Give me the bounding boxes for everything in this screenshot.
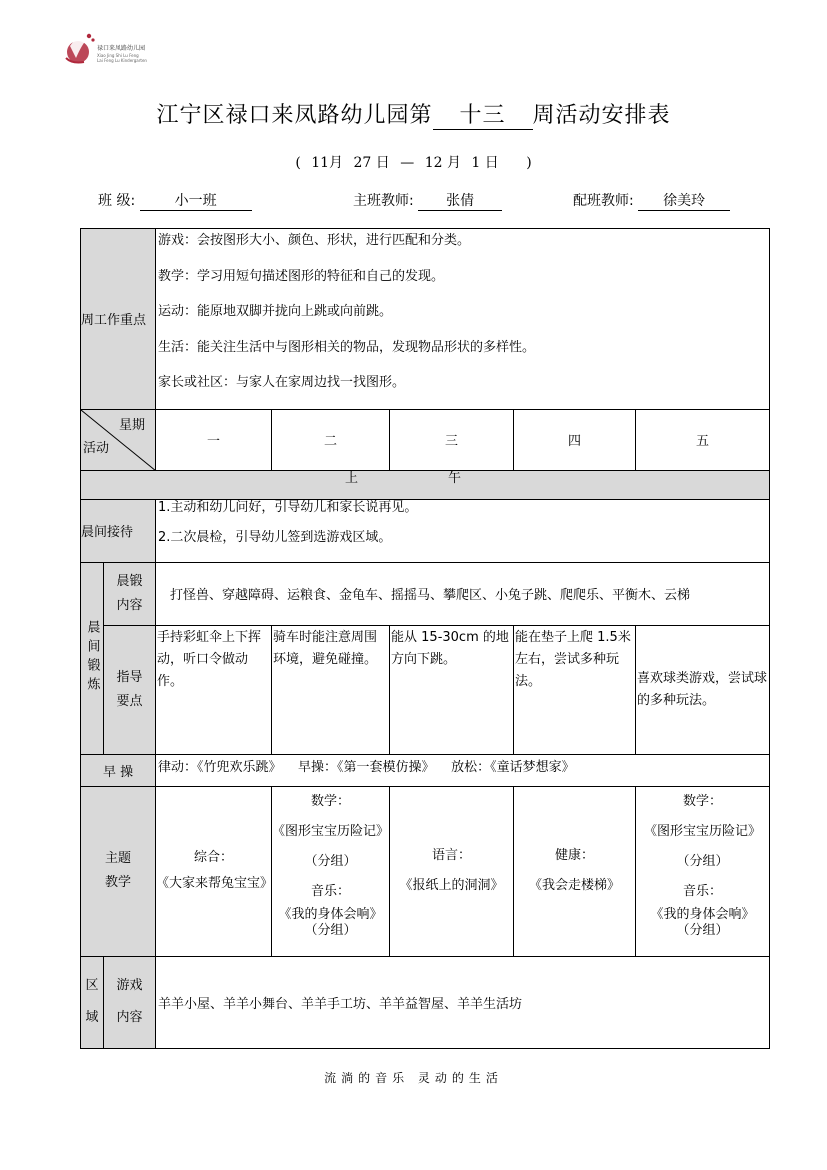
logo-text: 禄口来凤路幼儿园 (97, 45, 146, 52)
area-label: 区 域 (81, 956, 104, 1048)
theme-teaching-row (81, 786, 770, 956)
weekday-tue: 二 (272, 409, 390, 470)
focus-item: 运动：能原地双脚并拢向上跳或向前跳。 (158, 304, 393, 319)
head-teacher-info: 主班教师: 张倩 (353, 190, 502, 211)
weekday-mon: 一 (156, 409, 272, 470)
weekday-thu: 四 (514, 409, 636, 470)
head-teacher-value: 张倩 (418, 190, 502, 211)
exercise-guide-label: 指导 要点 (104, 625, 156, 754)
guide-mon: 手持彩虹伞上下挥动，听口令做动作。 (156, 625, 272, 754)
diagonal-header-cell: 星期 活动 (81, 409, 156, 470)
class-info: 班 级: 小一班 (98, 190, 252, 211)
schedule-table (80, 228, 770, 1049)
guide-thu: 能在垫子上爬 1.5米左右，尝试多种玩法。 (514, 625, 636, 754)
area-game-label: 游戏 内容 (104, 956, 156, 1048)
focus-item: 生活：能关注生活中与图形相关的物品，发现物品形状的多样性。 (158, 339, 536, 355)
area-game-content: 羊羊小屋、羊羊小舞台、羊羊手工坊、羊羊益智屋、羊羊生活坊 (156, 956, 770, 1048)
weekday-wed: 三 (390, 409, 514, 470)
weekday-fri: 五 (636, 409, 770, 470)
exercise-content-row (81, 562, 770, 625)
assistant-teacher-value: 徐美玲 (638, 190, 730, 211)
assistant-teacher-info: 配班教师: 徐美玲 (573, 190, 730, 211)
guide-wed: 能从 15-30cm 的地方向下跳。 (390, 625, 514, 754)
morning-reception-content: 1.主动和幼儿问好，引导幼儿和家长说再见。 2.二次晨检，引导幼儿签到选游戏区域。 (156, 499, 770, 562)
guide-tue: 骑车时能注意周围环境，避免碰撞。 (272, 625, 390, 754)
morning-band-row (81, 470, 770, 499)
theme-tue: 数学： 《图形宝宝历险记》 （分组） 音乐： 《我的身体会响》 （分组） (272, 786, 390, 956)
focus-item: 教学：学习用短句描述图形的特征和自己的发现。 (158, 268, 445, 284)
morning-reception-label: 晨间接待 (81, 499, 156, 562)
morning-exercise-label: 早 操 (81, 754, 156, 786)
exercise-content: 打怪兽、穿越障碍、运粮食、金龟车、摇摇马、攀爬区、小兔子跳、爬爬乐、平衡木、云梯 (156, 562, 770, 625)
guide-fri: 喜欢球类游戏，尝试球的多种玩法。 (636, 625, 770, 754)
focus-item: 游戏：会按图形大小、颜色、形状，进行匹配和分类。 (158, 233, 471, 248)
class-value: 小一班 (140, 190, 252, 211)
theme-thu: 健康： 《我会走楼梯》 (514, 786, 636, 956)
morning-band: 上 午 (81, 470, 770, 499)
logo-subtitle: Xiao Jing Shi Lu Feng Lai Feng Lu Kindergarten (97, 53, 147, 63)
area-game-row (81, 956, 770, 1048)
theme-teaching-label: 主题 教学 (81, 786, 156, 956)
weekly-focus-content (156, 229, 770, 410)
morning-exercise-label: 晨间锻炼 (81, 562, 104, 754)
exercise-guide-row (81, 625, 770, 754)
weekday-header-row (81, 409, 770, 470)
date-range: ( 11月 27 日 — 12 月 1 日 ) (295, 155, 532, 171)
focus-item: 家长或社区：与家人在家周边找一找图形。 (158, 375, 406, 390)
page-title: 江宁区禄口来凤路幼儿园第 十三 周活动安排表 (156, 103, 671, 128)
morning-reception-row (81, 499, 770, 562)
weekly-focus-row (81, 229, 770, 410)
theme-wed: 语言： 《报纸上的洞洞》 (390, 786, 514, 956)
footer-slogan: 流淌的音乐 灵动的生活 (324, 1071, 503, 1085)
week-number: 十三 (433, 103, 533, 130)
weekly-focus-label: 周工作重点 (81, 229, 156, 410)
theme-fri: 数学： 《图形宝宝历险记》 （分组） 音乐： 《我的身体会响》 （分组） (636, 786, 770, 956)
morning-exercise-content: 律动：《竹兜欢乐跳》 早操：《第一套模仿操》 放松：《童话梦想家》 (156, 754, 770, 786)
theme-mon: 综合： 《大家来帮兔宝宝》 (156, 786, 272, 956)
exercise-content-label: 晨锻 内容 (104, 562, 156, 625)
morning-exercise-row (81, 754, 770, 786)
